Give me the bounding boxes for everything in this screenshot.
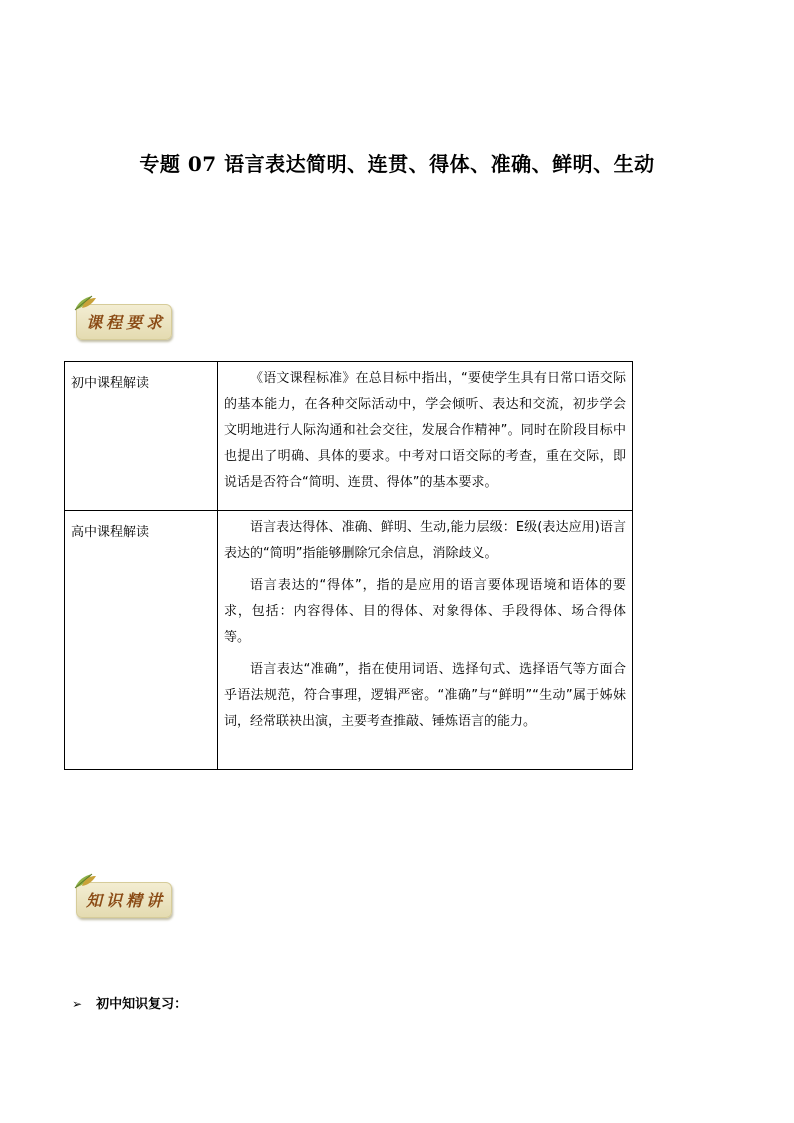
paragraph: 语言表达得体、准确、鲜明、生动,能力层级：E级(表达应用)语言表达的“简明”指能够删除冗余信息，消除歧义。 [224, 520, 626, 561]
knowledge-explanation-badge [72, 876, 172, 924]
curriculum-table [64, 361, 633, 770]
row-label: 高中课程解读 [65, 511, 218, 770]
section-heading-text: 初中知识复习： [96, 997, 188, 1012]
section-heading [72, 993, 187, 1012]
row-content [218, 511, 633, 770]
course-requirements-badge [72, 298, 172, 346]
paragraph: 《语文课程标准》在总目标中指出，“要使学生具有日常口语交际的基本能力，在各种交际活动中，学会倾听、表达和交流，初步学会文明地进行人际沟通和社会交往，发展合作精神”。同时在阶段目标中也提出了明确、具体的要求。中考对口语交际的考查，重在交际，即说话是否符合“简明、连贯、得体”的基本要求。 [224, 371, 626, 490]
knowledge-explanation-label: 知识精讲 [86, 891, 167, 910]
row-content [218, 362, 633, 511]
paragraph: 语言表达的“得体”，指的是应用的语言要体现语境和语体的要求，包括：内容得体、目的得体、对象得体、手段得体、场合得体等。 [224, 578, 626, 645]
arrow-bullet-icon: ➢ [72, 997, 83, 1011]
document-title: 专题 07 语言表达简明、连贯、得体、准确、鲜明、生动 [139, 152, 655, 176]
course-requirements-label: 课程要求 [86, 313, 167, 332]
table-row [65, 362, 633, 511]
row-label: 初中课程解读 [65, 362, 218, 511]
paragraph: 语言表达“准确”，指在使用词语、选择句式、选择语气等方面合乎语法规范，符合事理，逻辑严密。“准确”与“鲜明”“生动”属于姊妹词，经常联袂出演，主要考查推敲、锤炼语言的能力。 [224, 662, 626, 729]
table-row [65, 511, 633, 770]
